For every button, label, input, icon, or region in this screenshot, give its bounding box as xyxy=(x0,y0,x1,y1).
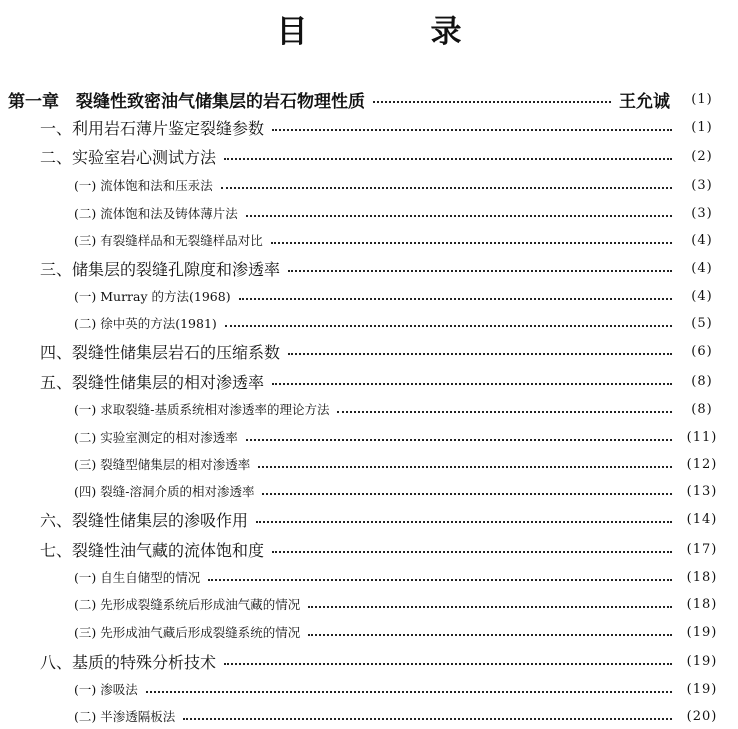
toc-entry-title: (一) 求取裂缝-基质系统相对渗透率的理论方法 xyxy=(74,402,330,417)
dot-leader xyxy=(272,383,672,385)
toc-entry-title: (二) 流体饱和法及铸体薄片法 xyxy=(74,206,238,221)
toc-entry-page: (12) xyxy=(686,456,718,472)
toc-entry xyxy=(0,478,738,504)
dot-leader xyxy=(224,663,672,665)
toc-entry-title: (三) 先形成油气藏后形成裂缝系统的情况 xyxy=(74,625,301,640)
dot-leader xyxy=(208,579,672,581)
toc-entry-page: (13) xyxy=(686,483,718,499)
toc-entry-title: 二、实验室岩心测试方法 xyxy=(40,147,217,167)
toc-entry xyxy=(0,619,738,645)
toc-entry xyxy=(0,396,738,422)
dot-leader xyxy=(288,270,672,272)
toc-entry-title: 八、基质的特殊分析技术 xyxy=(40,652,217,672)
toc-entry-page: (4) xyxy=(691,232,713,248)
dot-leader xyxy=(258,466,672,468)
toc-entry xyxy=(0,283,738,309)
dot-leader xyxy=(225,325,672,327)
toc-entry-title: (三) 裂缝型储集层的相对渗透率 xyxy=(74,457,251,472)
toc-entry-author: 王允诚 xyxy=(619,91,670,112)
toc-entry-title: (二) 徐中英的方法(1981) xyxy=(74,316,217,331)
toc-entry-title: 四、裂缝性储集层岩石的压缩系数 xyxy=(40,342,281,362)
dot-leader xyxy=(246,439,672,441)
toc-entry-page: (5) xyxy=(691,315,713,331)
toc-entry xyxy=(0,451,738,477)
toc-entry xyxy=(0,591,738,617)
toc-entry xyxy=(0,255,738,281)
toc-entry-page: (18) xyxy=(686,596,718,612)
toc-entry-title: (四) 裂缝-溶洞介质的相对渗透率 xyxy=(74,484,255,499)
toc-entry xyxy=(0,368,738,394)
toc-entry xyxy=(0,424,738,450)
dot-leader xyxy=(288,353,672,355)
page-title: 目 录 xyxy=(276,14,508,50)
toc-entry-title: 一、利用岩石薄片鉴定裂缝参数 xyxy=(40,118,265,138)
toc-entry-page: (3) xyxy=(691,205,713,221)
dot-leader xyxy=(224,158,672,160)
toc-entry-page: (18) xyxy=(686,569,718,585)
toc-entry-title: (二) 先形成裂缝系统后形成油气藏的情况 xyxy=(74,597,301,612)
toc-entry xyxy=(0,648,738,674)
toc-entry-page: (17) xyxy=(686,541,718,557)
toc-entry xyxy=(0,564,738,590)
dot-leader xyxy=(262,493,672,495)
toc-entry-page: (19) xyxy=(686,653,718,669)
toc-entry-page: (4) xyxy=(691,260,713,276)
dot-leader xyxy=(146,691,672,693)
toc-entry-page: (11) xyxy=(686,429,718,445)
toc-entry-page: (19) xyxy=(686,624,718,640)
toc-entry xyxy=(0,114,738,140)
toc-entry-page: (14) xyxy=(686,511,718,527)
toc-entry-page: (19) xyxy=(686,681,718,697)
toc-entry xyxy=(0,506,738,532)
toc-entry-title: 五、裂缝性储集层的相对渗透率 xyxy=(40,372,265,392)
toc-entry xyxy=(0,200,738,226)
toc-entry xyxy=(0,676,738,702)
toc-entry-page: (8) xyxy=(691,373,713,389)
toc-entry-title: (一) 渗吸法 xyxy=(74,682,138,697)
dot-leader xyxy=(272,129,672,131)
toc-entry xyxy=(0,227,738,253)
toc-entry xyxy=(0,172,738,198)
toc-entry-page: (2) xyxy=(691,148,713,164)
toc-entry-page: (1) xyxy=(691,91,713,107)
toc-entry-page: (3) xyxy=(691,177,713,193)
toc-entry-title: (一) 流体饱和法和压汞法 xyxy=(74,178,213,193)
dot-leader xyxy=(271,242,672,244)
toc-entry xyxy=(0,310,738,336)
dot-leader xyxy=(239,298,672,300)
toc-entry-title: 三、储集层的裂缝孔隙度和渗透率 xyxy=(40,259,281,279)
dot-leader xyxy=(221,187,672,189)
dot-leader xyxy=(256,521,672,523)
toc-entry-title: 六、裂缝性储集层的渗吸作用 xyxy=(40,510,249,530)
toc-entry-page: (6) xyxy=(691,343,713,359)
toc-entry-page: (1) xyxy=(691,119,713,135)
toc-entry-page: (20) xyxy=(686,708,718,724)
dot-leader xyxy=(308,634,672,636)
toc-entry-page: (4) xyxy=(691,288,713,304)
toc-entry-title: (二) 半渗透隔板法 xyxy=(74,709,176,724)
toc-entry xyxy=(0,143,738,169)
dot-leader xyxy=(272,551,672,553)
dot-leader xyxy=(337,411,672,413)
toc-entry-page: (8) xyxy=(691,401,713,417)
dot-leader xyxy=(308,606,672,608)
toc-entry xyxy=(0,536,738,562)
toc-entry xyxy=(0,338,738,364)
dot-leader xyxy=(373,101,611,103)
toc-entry-title: 第一章 裂缝性致密油气储集层的岩石物理性质 xyxy=(8,91,365,112)
dot-leader xyxy=(246,215,672,217)
dot-leader xyxy=(183,718,672,720)
toc-entry-title: (一) Murray 的方法(1968) xyxy=(74,289,231,304)
toc-entry-title: (一) 自生自储型的情况 xyxy=(74,570,201,585)
toc-entry-title: 七、裂缝性油气藏的流体饱和度 xyxy=(40,540,265,560)
toc-entry xyxy=(0,703,738,729)
toc-entry-title: (三) 有裂缝样品和无裂缝样品对比 xyxy=(74,233,263,248)
toc-entry xyxy=(0,86,738,112)
toc-entry-title: (二) 实验室测定的相对渗透率 xyxy=(74,430,238,445)
